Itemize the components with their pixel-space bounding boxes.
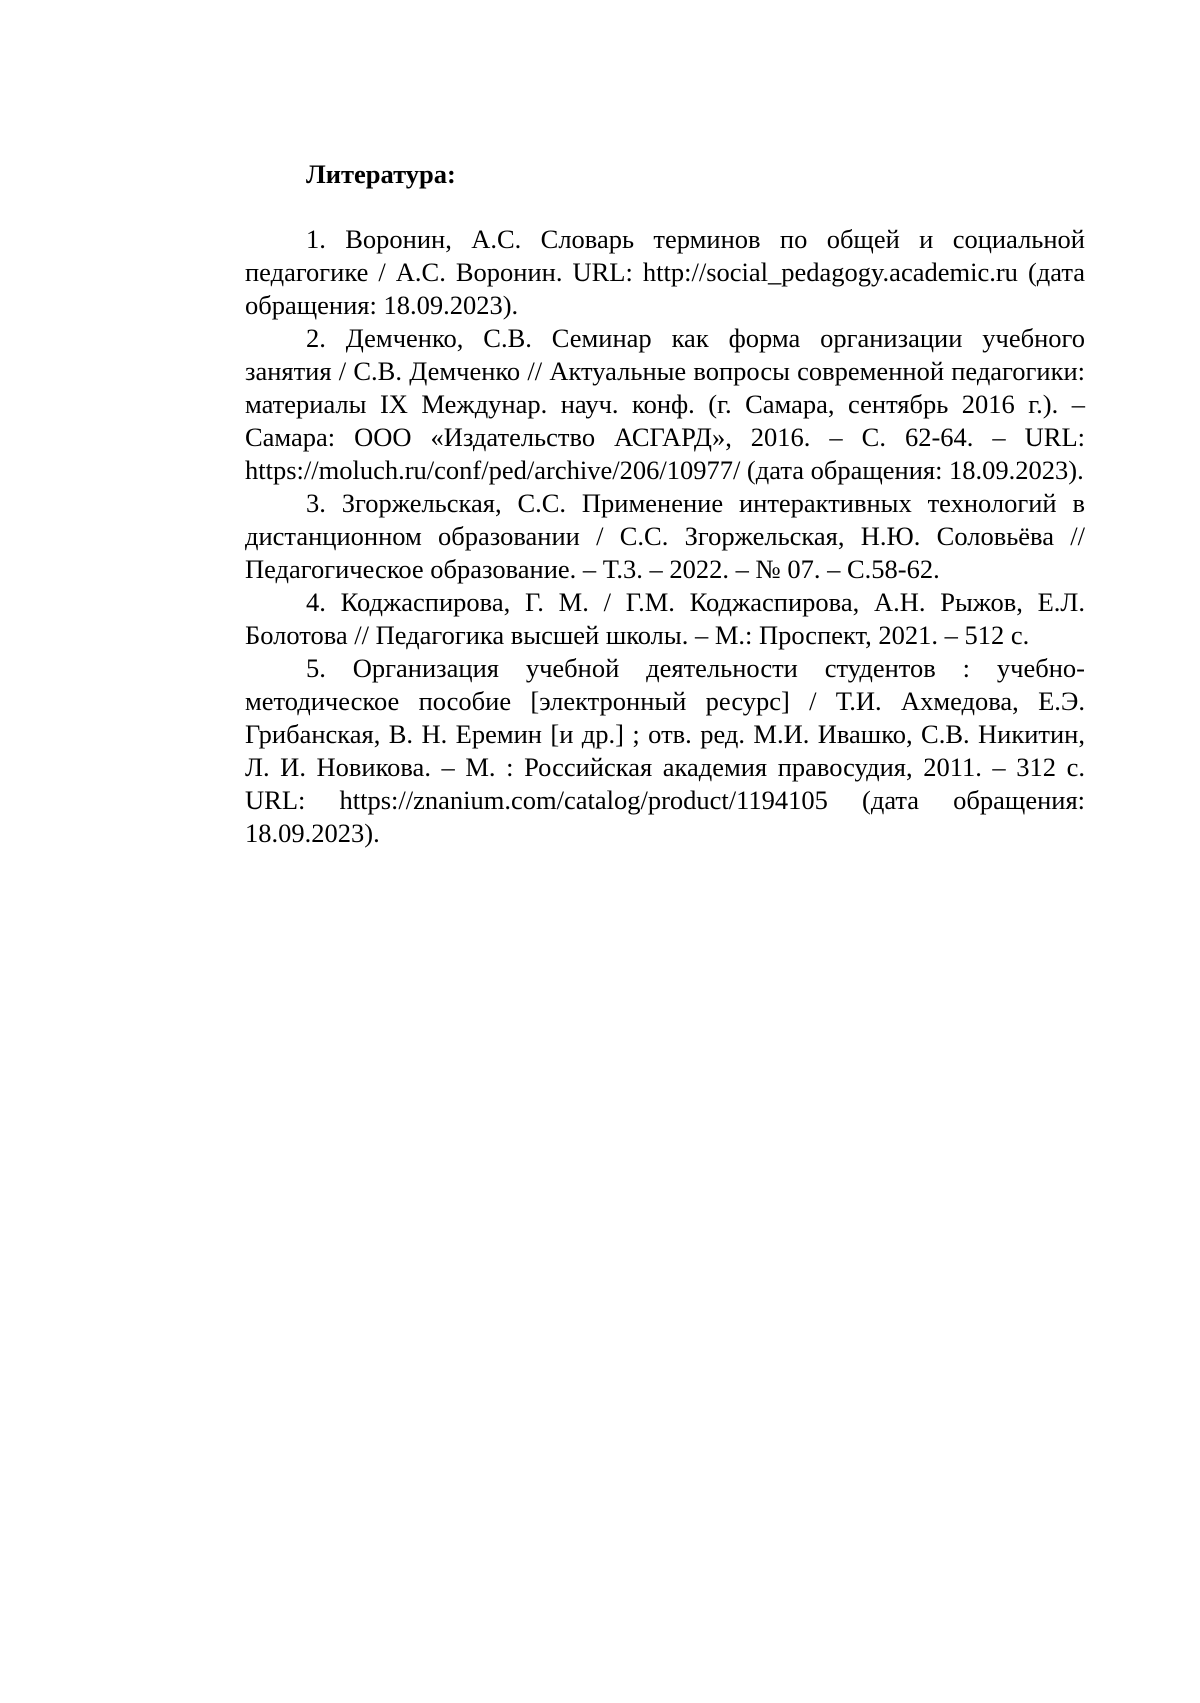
reference-item-4: 4. Коджаспирова, Г. М. / Г.М. Коджаспирова, А.Н. Рыжов, Е.Л. Болотова // Педагогика высшей школы. – М.: Проспект, 2021. – 512 с. [245,587,1085,650]
reference-item-5: 5. Организация учебной деятельности студентов : учебно-методическое пособие [электронный ресурс] / Т.И. Ахмедова, Е.Э. Грибанская, В. Н. Еремин [и др.] ; отв. ред. М.И. Ивашко, С.В. Никитин, Л. И. Новикова. – М. : Российская академия правосудия, 2011. – 312 с. URL: https://znanium.com/catalog/product/1194105 (дата обращения: 18.09.2023). [245,653,1085,848]
reference-item-1: 1. Воронин, А.С. Словарь терминов по общей и социальной педагогике / А.С. Воронин. URL: http://social_pedagogy.academic.ru (дата обращения: 18.09.2023). [245,224,1085,320]
reference-item-2: 2. Демченко, С.В. Семинар как форма организации учебного занятия / С.В. Демченко // Актуальные вопросы современной педагогики: материалы IX Междунар. науч. конф. (г. Самара, сентябрь 2016 г.). – Самара: ООО «Издательство АСГАРД», 2016. – С. 62-64. – URL: https://moluch.ru/conf/ped/archive/206/10977/ (дата обращения: 18.09.2023). [245,323,1085,485]
reference-item-3: 3. Згоржельская, С.С. Применение интерактивных технологий в дистанционном образовании / С.С. Згоржельская, Н.Ю. Соловьёва // Педагогическое образование. – Т.3. – 2022. – № 07. – С.58-62. [245,488,1085,584]
section-heading: Литература: [306,159,456,189]
references-section [245,158,1085,850]
